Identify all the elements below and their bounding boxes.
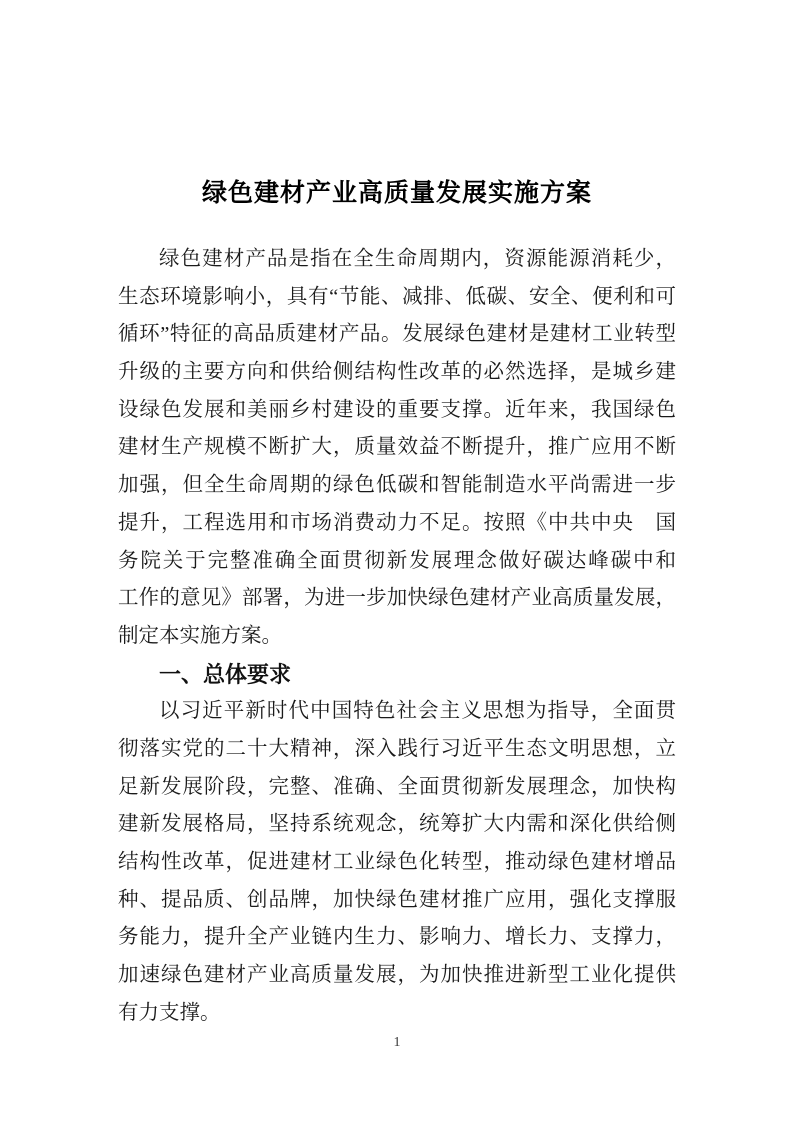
paragraph-line: 设绿色发展和美丽乡村建设的重要支撑。近年来，我国绿色 <box>118 398 676 421</box>
paragraph-line: 足新发展阶段，完整、准确、全面贯彻新发展理念，加快构 <box>118 775 676 798</box>
paragraph-line: 结构性改革，促进建材工业绿色化转型，推动绿色建材增品 <box>118 851 676 873</box>
paragraph-line: 务院关于完整准确全面贯彻新发展理念做好碳达峰碳中和 <box>118 549 676 572</box>
section-heading-overall-requirements: 一、总体要求 <box>159 661 292 687</box>
paragraph-line: 建新发展格局，坚持系统观念，统筹扩大内需和深化供给侧 <box>118 813 676 836</box>
document-content <box>118 0 676 1032</box>
paragraph-line: 务能力，提升全产业链内生力、影响力、增长力、支撑力， <box>118 926 676 949</box>
paragraph-line: 以习近平新时代中国特色社会主义思想为指导，全面贯 <box>159 700 676 723</box>
paragraph-line: 制定本实施方案。 <box>118 624 282 647</box>
paragraph-overall-requirements <box>118 693 676 1032</box>
paragraph-line: 彻落实党的二十大精神，深入践行习近平生态文明思想，立 <box>118 737 676 760</box>
paragraph-intro <box>118 241 676 656</box>
paragraph-line: 提升，工程选用和市场消费动力不足。按照《中共中央 国 <box>118 511 676 534</box>
paragraph-line: 循环”特征的高品质建材产品。发展绿色建材是建材工业转型 <box>118 323 676 346</box>
paragraph-line: 绿色建材产品是指在全生命周期内，资源能源消耗少， <box>159 248 676 270</box>
paragraph-line: 生态环境影响小，具有“节能、减排、低碳、安全、便利和可 <box>118 285 676 308</box>
paragraph-line: 加强，但全生命周期的绿色低碳和智能制造水平尚需进一步 <box>118 474 676 497</box>
paragraph-line: 工作的意见》部署，为进一步加快绿色建材产业高质量发展， <box>118 587 676 610</box>
page-number: 1 <box>393 1035 401 1050</box>
paragraph-line: 种、提品质、创品牌，加快绿色建材推广应用，强化支撑服 <box>118 888 676 911</box>
paragraph-line: 升级的主要方向和供给侧结构性改革的必然选择，是城乡建 <box>118 361 676 384</box>
paragraph-line: 建材生产规模不断扩大，质量效益不断提升，推广应用不断 <box>118 436 676 459</box>
paragraph-line: 加速绿色建材产业高质量发展，为加快推进新型工业化提供 <box>118 964 676 987</box>
document-title: 绿色建材产业高质量发展实施方案 <box>201 180 592 207</box>
paragraph-line: 有力支撑。 <box>118 1001 221 1024</box>
